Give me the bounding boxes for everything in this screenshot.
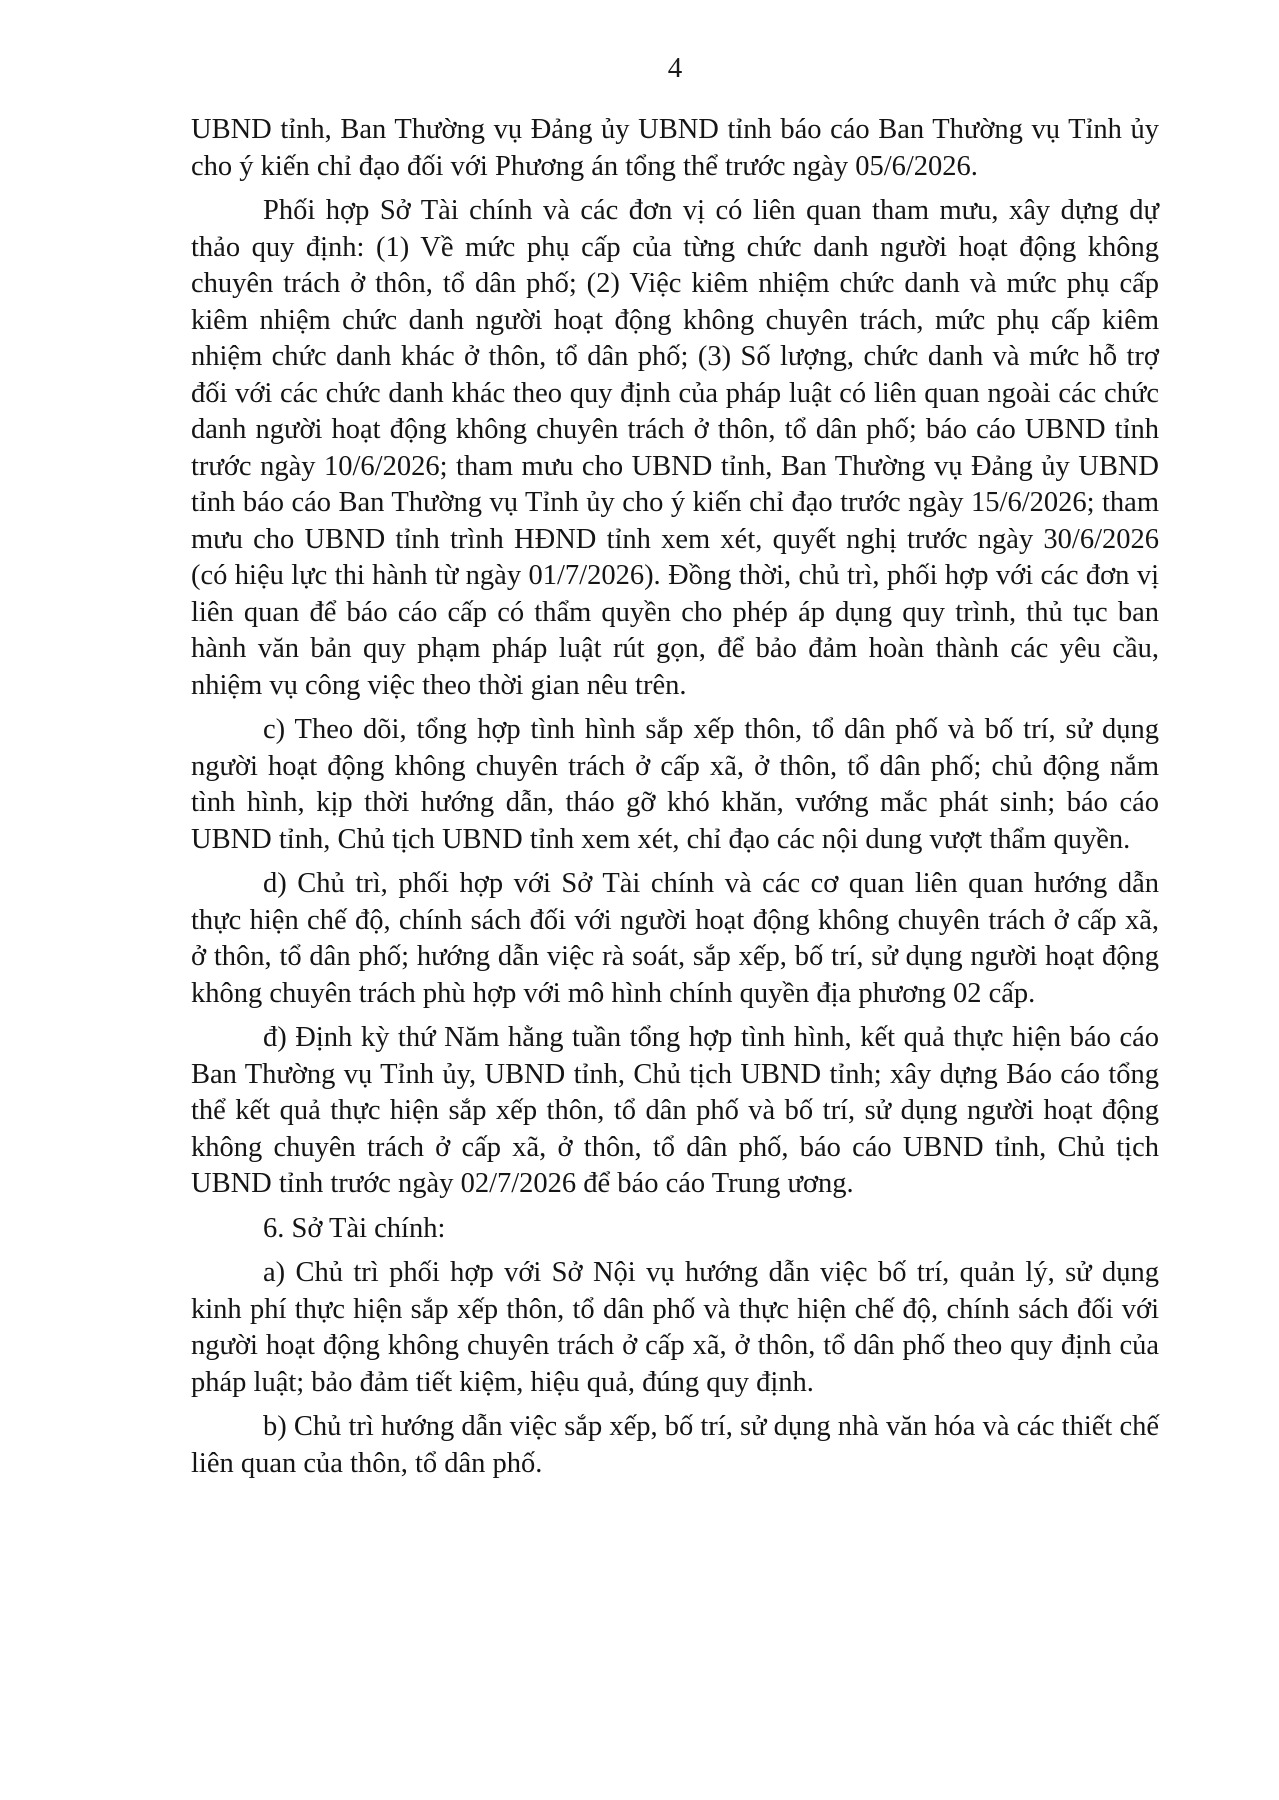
paragraph-continuation: UBND tỉnh, Ban Thường vụ Đảng ủy UBND tỉnh báo cáo Ban Thường vụ Tỉnh ủy cho ý kiến chỉ đạo đối với Phương án tổng thể trước ngày 05/6/2026.: [191, 114, 1159, 182]
document-body: [191, 112, 1159, 1490]
paragraph-coordination-regulation: Phối hợp Sở Tài chính và các đơn vị có liên quan tham mưu, xây dựng dự thảo quy định: (1) Về mức phụ cấp của từng chức danh người hoạt động không chuyên trách ở thôn, tổ dân phố; (2) Việc kiêm nhiệm chức danh và mức phụ cấp kiêm nhiệm chức danh người hoạt động không chuyên trách, mức phụ cấp kiêm nhiệm chức danh khác ở thôn, tổ dân phố; (3) Số lượng, chức danh và mức hỗ trợ đối với các chức danh khác theo quy định của pháp luật có liên quan ngoài các chức danh người hoạt động không chuyên trách ở thôn, tổ dân phố; báo cáo UBND tỉnh trước ngày 10/6/2026; tham mưu cho UBND tỉnh, Ban Thường vụ Đảng ủy UBND tỉnh báo cáo Ban Thường vụ Tỉnh ủy cho ý kiến chỉ đạo trước ngày 15/6/2026; tham mưu cho UBND tỉnh trình HĐND tỉnh xem xét, quyết nghị trước ngày 30/6/2026 (có hiệu lực thi hành từ ngày 01/7/2026). Đồng thời, chủ trì, phối hợp với các đơn vị liên quan để báo cáo cấp có thẩm quyền cho phép áp dụng quy trình, thủ tục ban hành văn bản quy phạm pháp luật rút gọn, để bảo đảm hoàn thành các yêu cầu, nhiệm vụ công việc theo thời gian nêu trên.: [191, 195, 1159, 701]
paragraph-item-a: a) Chủ trì phối hợp với Sở Nội vụ hướng dẫn việc bố trí, quản lý, sử dụng kinh phí thực hiện sắp xếp thôn, tổ dân phố và thực hiện chế độ, chính sách đối với người hoạt động không chuyên trách ở cấp xã, ở thôn, tổ dân phố theo quy định của pháp luật; bảo đảm tiết kiệm, hiệu quả, đúng quy định.: [191, 1257, 1159, 1398]
page-number: 4: [667, 52, 683, 84]
paragraph-item-dd: đ) Định kỳ thứ Năm hằng tuần tổng hợp tình hình, kết quả thực hiện báo cáo Ban Thường vụ Tỉnh ủy, UBND tỉnh, Chủ tịch UBND tỉnh; xây dựng Báo cáo tổng thể kết quả thực hiện sắp xếp thôn, tổ dân phố và bố trí, sử dụng người hoạt động không chuyên trách ở cấp xã, ở thôn, tổ dân phố, báo cáo UBND tỉnh, Chủ tịch UBND tỉnh trước ngày 02/7/2026 để báo cáo Trung ương.: [191, 1022, 1159, 1199]
paragraph-item-d: d) Chủ trì, phối hợp với Sở Tài chính và các cơ quan liên quan hướng dẫn thực hiện chế độ, chính sách đối với người hoạt động không chuyên trách ở cấp xã, ở thôn, tổ dân phố; hướng dẫn việc rà soát, sắp xếp, bố trí, sử dụng người hoạt động không chuyên trách phù hợp với mô hình chính quyền địa phương 02 cấp.: [191, 868, 1159, 1009]
paragraph-item-b: b) Chủ trì hướng dẫn việc sắp xếp, bố trí, sử dụng nhà văn hóa và các thiết chế liên quan của thôn, tổ dân phố.: [191, 1411, 1159, 1479]
section-heading-so-tai-chinh: 6. Sở Tài chính:: [263, 1212, 446, 1244]
paragraph-item-c: c) Theo dõi, tổng hợp tình hình sắp xếp thôn, tổ dân phố và bố trí, sử dụng người hoạt động không chuyên trách ở cấp xã, ở thôn, tổ dân phố; chủ động nắm tình hình, kịp thời hướng dẫn, tháo gỡ khó khăn, vướng mắc phát sinh; báo cáo UBND tỉnh, Chủ tịch UBND tỉnh xem xét, chỉ đạo các nội dung vượt thẩm quyền.: [191, 714, 1159, 855]
